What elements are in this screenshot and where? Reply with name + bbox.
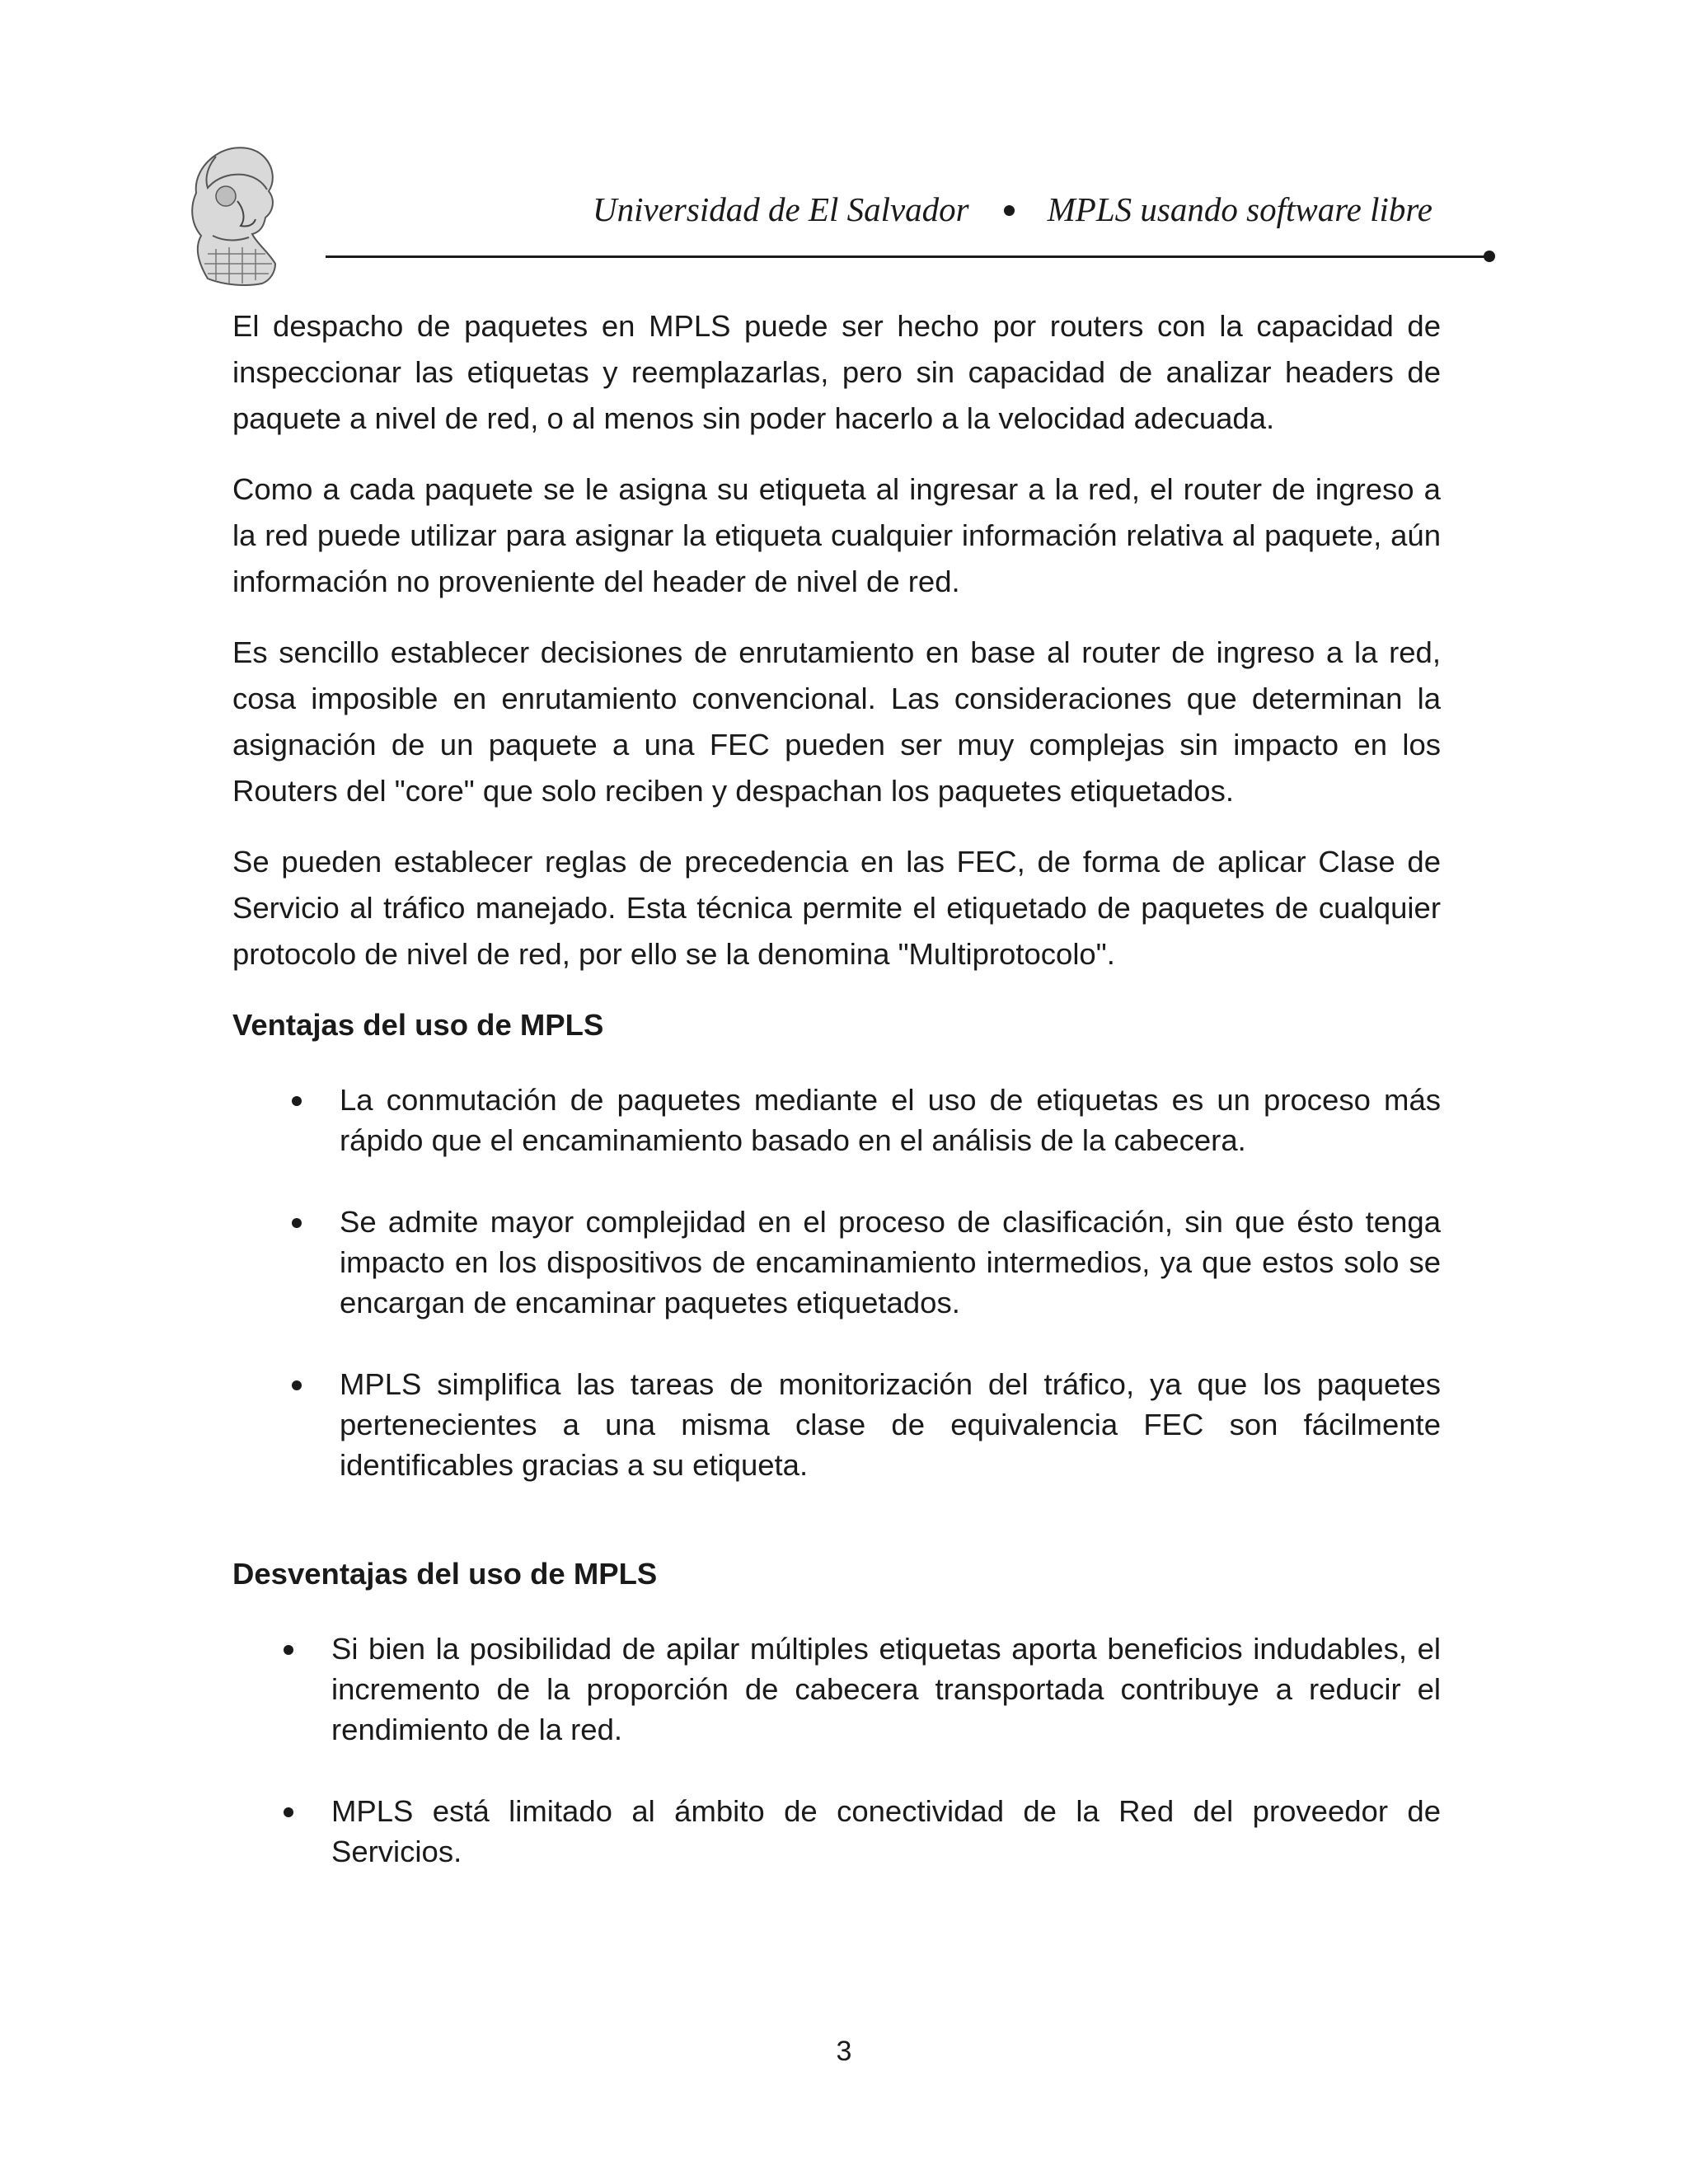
advantages-list: [232, 1080, 1441, 1485]
header-separator-dot: [1004, 205, 1015, 216]
header-rule: [326, 255, 1488, 258]
bullet-icon: [292, 1096, 302, 1106]
section-heading-advantages: Ventajas del uso de MPLS: [232, 1008, 604, 1042]
list-item-text: La conmutación de paquetes mediante el uso de etiquetas es un proceso más rápido que el encaminamiento basado en el análisis de la cabecera.: [340, 1083, 1441, 1157]
header-university: Universidad de El Salvador: [593, 190, 969, 228]
bullet-icon: [292, 1218, 302, 1228]
list-item-text: Si bien la posibilidad de apilar múltiples etiquetas aporta beneficios indudables, el incremento de la proporción de cabecera transportada contribuye a reducir el rendimiento de la red.: [331, 1632, 1441, 1746]
university-logo: [183, 138, 284, 288]
paragraph: Como a cada paquete se le asigna su etiqueta al ingresar a la red, el router de ingreso a la red puede utilizar para asignar la etiqueta cualquier información relativa al paquete, aún información no proveniente del header de nivel de red.: [232, 472, 1441, 598]
header-title: MPLS usando software libre: [1047, 190, 1432, 228]
bullet-icon: [284, 1807, 293, 1817]
list-item: [232, 1364, 1441, 1485]
list-item: [232, 1791, 1441, 1872]
document-body: [232, 303, 1441, 1913]
list-item-text: MPLS está limitado al ámbito de conectividad de la Red del proveedor de Servicios.: [331, 1794, 1441, 1868]
list-item-text: Se admite mayor complejidad en el proceso de clasificación, sin que ésto tenga impacto en los dispositivos de encaminamiento intermedios, ya que estos solo se encargan de encaminar paquetes etiquetados.: [340, 1205, 1441, 1319]
disadvantages-list: [232, 1629, 1441, 1872]
bullet-icon: [292, 1380, 302, 1390]
bullet-icon: [284, 1645, 293, 1655]
paragraph: Se pueden establecer reglas de precedencia en las FEC, de forma de aplicar Clase de Servicio al tráfico manejado. Esta técnica permite el etiquetado de paquetes de cualquier protocolo de nivel de red, por ello se la denomina "Multiprotocolo".: [232, 845, 1441, 971]
section-heading-disadvantages: Desventajas del uso de MPLS: [232, 1557, 658, 1591]
running-header: [593, 190, 1432, 229]
list-item-text: MPLS simplifica las tareas de monitorización del tráfico, ya que los paquetes pertenecientes a una misma clase de equivalencia FEC son fácilmente identificables gracias a su etiqueta.: [340, 1367, 1441, 1482]
page-number: 3: [836, 2036, 852, 2067]
paragraph: El despacho de paquetes en MPLS puede ser hecho por routers con la capacidad de inspeccionar las etiquetas y reemplazarlas, pero sin capacidad de analizar headers de paquete a nivel de red, o al menos sin poder hacerlo a la velocidad adecuada.: [232, 309, 1441, 435]
paragraph: Es sencillo establecer decisiones de enrutamiento en base al router de ingreso a la red, cosa imposible en enrutamiento convencional. Las consideraciones que determinan la asignación de un paquete a una FEC pueden ser muy complejas sin impacto en los Routers del "core" que solo reciben y despachan los paquetes etiquetados.: [232, 635, 1441, 808]
list-item: [232, 1202, 1441, 1323]
list-item: [232, 1629, 1441, 1750]
header-rule-end-dot: [1484, 251, 1495, 262]
list-item: [232, 1080, 1441, 1160]
